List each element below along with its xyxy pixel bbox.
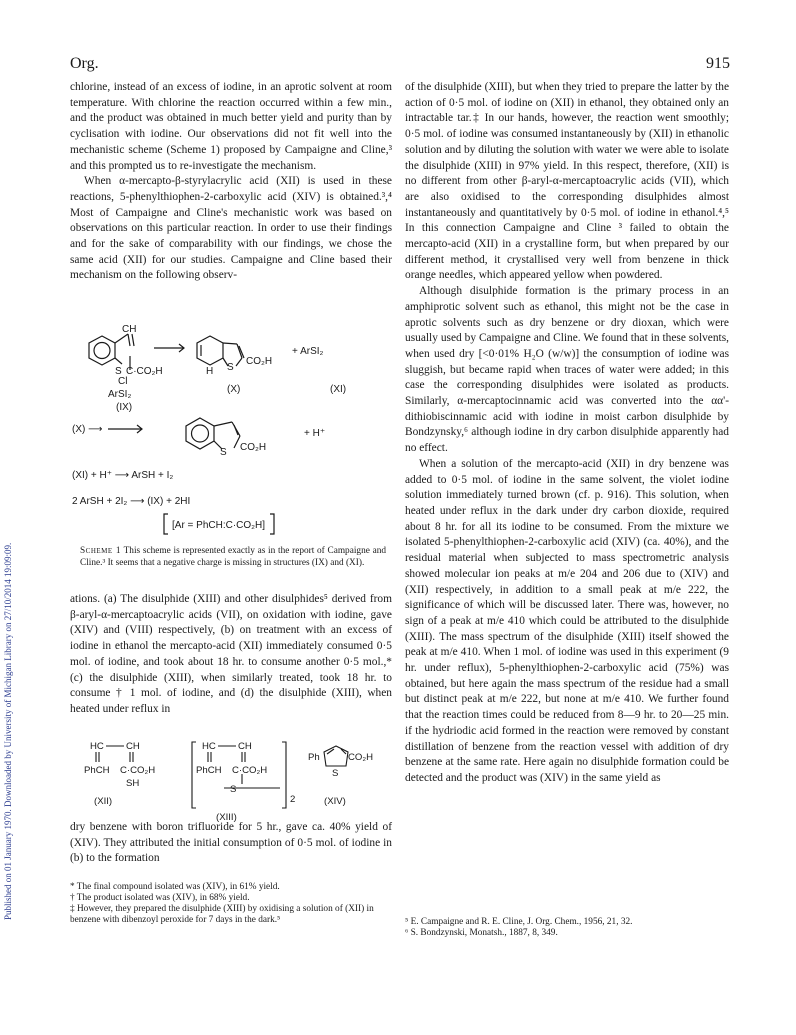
paragraph: ations. (a) The disulphide (XIII) and other disulphides⁵ derived from β-aryl-α-mercaptoacrylic acids (VII), on oxidation with iodine, gave (XIV) and (VIII) respectively, (b) on treatment with an excess of iodine in ethanol the mercapto-acid (XII) immediately consumed 0·5 mol. of iodine, and took about 18 hr. to consume another 0·5 mol.,* (c) the disulphide (XIII), when similarly treated, took 18 hr. to consume † 1 mol. of iodine, and (d) the disulphide (XIII), when heated under reflux in: [70, 593, 392, 715]
publication-stamp: Published on 01 January 1970. Downloaded by University of Michigan Library on 27/10/2014 19:09:09.: [3, 542, 13, 920]
left-column-top: [70, 80, 392, 284]
paragraph: chlorine, instead of an excess of iodine, in an aprotic solvent at room temperature. With chlorine the reaction occurred within a few min., and the product was obtained in much better yield and purity than by cyclisation with iodine. Our observations did not fit well into the mechanistic scheme (Scheme 1) proposed by Campaigne and Cline,³ and this prompted us to re-investigate the mechanism.: [70, 81, 392, 172]
label-s: S: [220, 447, 227, 458]
right-column: [405, 80, 729, 787]
journal-section-header: Org.: [70, 55, 99, 72]
label-ph: Ph: [308, 752, 320, 763]
benzene-ring-1: [89, 336, 115, 365]
compound-label-xi: (XI): [330, 384, 347, 395]
label-ch: CH: [238, 741, 252, 752]
label-plus-arsi2: + ArSI₂: [292, 346, 324, 357]
footnote: ‡ However, they prepared the disulphide (XIII) by oxidising a solution of (XII) in benzene with dibenzoyl peroxide for 7 days in the dark.⁵: [70, 904, 374, 925]
paragraph: When a solution of the mercapto-acid (XII) in dry benzene was added to 0·5 mol. of iodine in the same solvent, the violet iodine solution immediately turned brown (cf. p. 916). This solution, when heated under reflux in the dark under dry carbon dioxide, required about 8 hr. for all its iodine to be consumed. From the mixture we isolated 5-phenylthiophen-2-carboxylic acid (XIV) (ca. 40%), and the residual material when subjected to mass spectrometric analysis showed molecular ion peaks at m/e 204 and 206 due to (XIV) and (XII) respectively, in addition to a small peak at m/e 222, the significance of which will be discussed later. There was, however, no sign of a peak at m/e 410 which could be attributed to the disulphide (XIII). The mass spectrum of the disulphide (XIII) itself showed the peak at m/e 410. When 1 mol. of iodine was used in this experiment (9 hr. under reflux), 5-phenylthiophen-2-carboxylic acid (75%) was obtained, but here again the mass spectrum of the residue had a small but distinct peak at m/e 222, but none at m/e 410. We further found that the reaction times could be reduced from 8—9 hr. to 20—25 min. if the hydriodic acid formed in the reaction were removed by constant distillation of benzene from the reaction vessel with addition of dry benzene at the same rate. Here again no disulphide formation could be detected and the product was (XIV) in the same yield as: [405, 457, 729, 784]
label-s: S: [115, 366, 122, 377]
paragraph: Although disulphide formation is the primary process in an amphiprotic solvent such as ethanol, this might not be the case in aprotic solvents such as dry benzene or dry dioxan, which were usually used by Campaigne and Cline. We found that in these solvents, when used dry [<0·01% H₂O (w/w)] the consumption of iodine was sluggish, but became rapid when traces of water were added; in this case the corresponding disulphides were isolated as products. Similarly, α-mercaptocinnamic acid was converted into the αα'-dithiobiscinnamic acid with iodine in moist carbon disulphide by Bondzynsky,⁶ although iodine in dry carbon disulphide apparently had no effect.: [405, 285, 729, 455]
label-sh: SH: [126, 778, 140, 789]
label-co2h: CO₂H: [240, 442, 267, 453]
footnote: * The final compound isolated was (XIV), in 61% yield.: [70, 882, 280, 892]
label-h: H: [206, 366, 214, 377]
label-phch: PhCH: [84, 765, 110, 776]
label-phch: PhCH: [196, 765, 222, 776]
label-hc: HC: [90, 741, 104, 752]
paragraph: When α-mercapto-β-styrylacrylic acid (XII) is used in these reactions, 5-phenylthiophen-2-carboxylic acid (XIV) is obtained.³,⁴ Most of Campaigne and Cline's mechanistic work was based on observations on this particular reaction. In order to use their findings and for the sake of comparability with our findings, we chose the same acid (XII) for our studies. Campaigne and Cline based their mechanism on the following observ-: [70, 175, 392, 282]
benzothiophene-ring: [186, 418, 214, 449]
label-ch: CH: [122, 324, 137, 335]
label-x-arrow: (X) ⟶: [72, 424, 103, 435]
label-hc: HC: [202, 741, 216, 752]
equation-1: (XI) + H⁺ ⟶ ArSH + I₂: [72, 470, 174, 481]
label-plus-hplus: + H⁺: [304, 428, 326, 439]
footnote: † The product isolated was (XIV), in 68% yield.: [70, 893, 250, 903]
reference: ⁶ S. Bondzynski, Monatsh., 1887, 8, 349.: [405, 928, 558, 938]
structures-drawing: [84, 738, 384, 830]
caption-label: Scheme 1: [80, 546, 122, 556]
left-column-middle: [70, 592, 392, 718]
reference: ⁵ E. Campaigne and R. E. Cline, J. Org. Chem., 1956, 21, 32.: [405, 917, 633, 927]
scheme-caption: [80, 546, 386, 569]
paragraph: dry benzene with boron trifluoride for 5 hr., gave ca. 40% yield of (XIV). They attributed the initial consumption of 0·5 mol. of iodine in (b) to the formation: [70, 821, 392, 865]
label-cl: Cl: [118, 376, 128, 387]
compound-label-ix: (IX): [116, 402, 133, 413]
equation-2: 2 ArSH + 2I₂ ⟶ (IX) + 2HI: [72, 496, 191, 507]
label-s: S: [332, 768, 339, 779]
caption-text: This scheme is represented exactly as in the report of Campaigne and Cline.³ It seems that a negative charge is missing in structures (IX) and (XI).: [80, 546, 386, 568]
compound-label-x: (X): [227, 384, 241, 395]
compound-label-xiv: (XIV): [324, 796, 346, 807]
paragraph: of the disulphide (XIII), but when they tried to prepare the latter by the action of 0·5 mol. of iodine on (XII) in ethanol, they obtained only an intractable tar.‡ In our hands, however, the reaction went smoothly; 0·5 mol. of iodine was consumed instantaneously by (XII) in ethanolic solution and by diluting the solution with water we were able to isolate the disulphide (XIII) in 97% yield. In this respect, therefore, (XII) is no different from other β-aryl-α-mercaptoacrylic acids (VII), which are also oxidised to the corresponding disulphides almost instantaneously and quantitatively by 0·5 mol. of iodine in ethanol.⁴,⁵ In this connection Campaigne and Cline ³ failed to obtain the mercapto-acid (XII) in a crystalline form, but when prepared by our different method, it crystallised very well from benzene in thick orange needles, which appeared yellow when powdered.: [405, 81, 729, 282]
page-number: 915: [706, 55, 730, 72]
label-c-co2h: C·CO₂H: [120, 765, 156, 776]
label-arsi2: ArSI₂: [108, 389, 132, 400]
label-c-co2h: C·CO₂H: [232, 765, 268, 776]
label-co2h: CO₂H: [348, 752, 374, 763]
scheme-drawing: [72, 322, 390, 546]
label-s: S: [230, 784, 237, 795]
compound-label-xiii: (XIII): [216, 812, 237, 823]
aryl-definition: [Ar = PhCH:C·CO₂H]: [172, 520, 266, 531]
reaction-scheme: [72, 322, 390, 546]
structures-xii-xiii-xiv: [84, 738, 384, 830]
label-c-co2h: C·CO₂H: [126, 366, 163, 377]
footnotes-right: [405, 917, 729, 939]
label-co2h: CO₂H: [246, 356, 273, 367]
compound-label-xii: (XII): [94, 796, 113, 807]
label-s: S: [227, 362, 234, 373]
thiophene-ring: [324, 746, 348, 766]
footnotes-left: [70, 882, 392, 926]
label-ch: CH: [126, 741, 140, 752]
left-column-bottom: [70, 820, 392, 867]
subscript-2: 2: [290, 794, 296, 805]
